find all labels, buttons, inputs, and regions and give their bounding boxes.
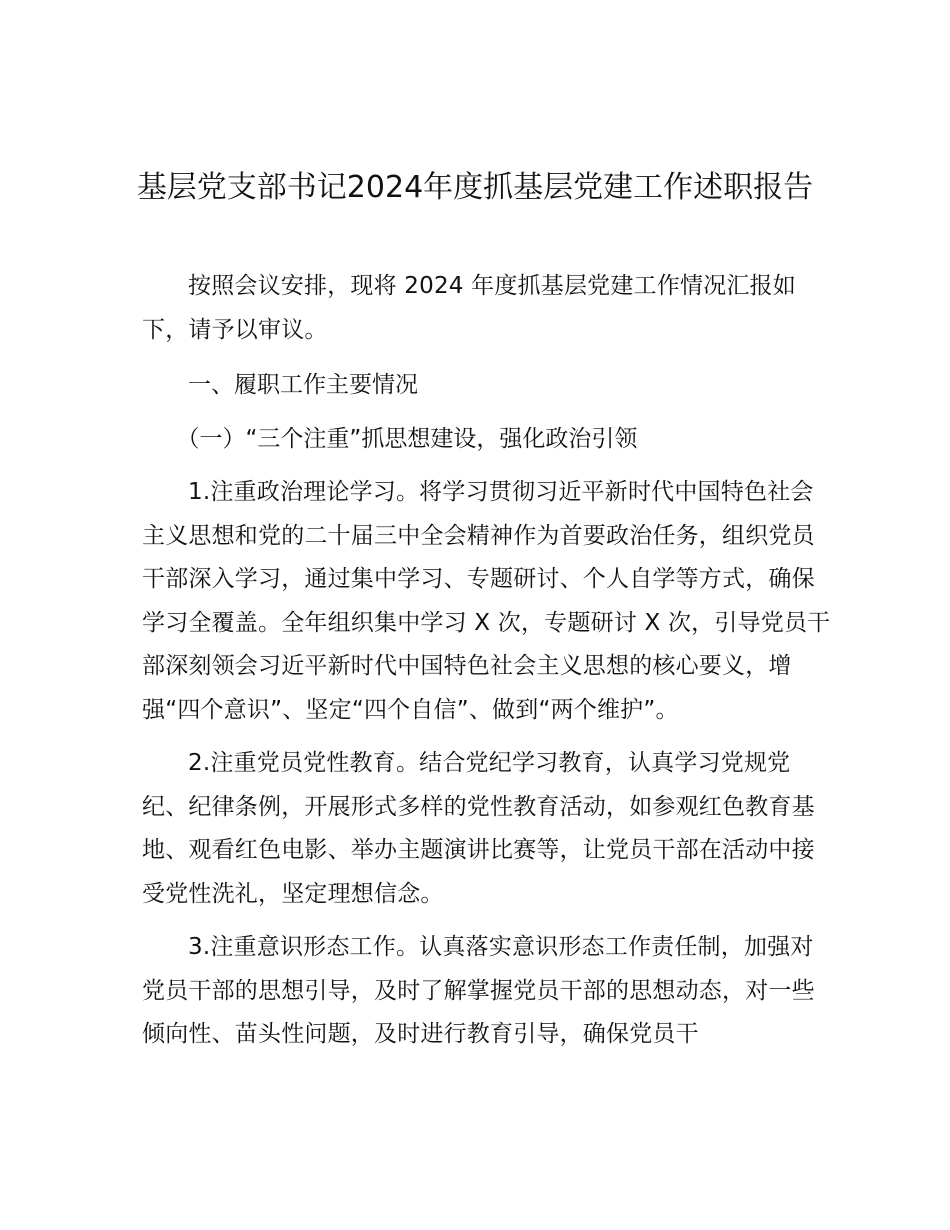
document-body <box>142 265 832 1057</box>
subsection-heading: （一）“三个注重”抓思想建设，强化政治引领 <box>176 425 638 452</box>
item-1-paragraph: 1.注重政治理论学习。将学习贯彻习近平新时代中国特色社会主义思想和党的二十届三中全会精神作为首要政治任务，组织党员干部深入学习，通过集中学习、专题研讨、个人自学等方式，确保学习全覆盖。全年组织集中学习 X 次，专题研讨 X 次，引导党员干部深刻领会习近平新时代中国特色社会主义思想的核心要义，增强“四个意识”、坚定“四个自信”、做到“两个维护”。 <box>142 479 831 723</box>
document-title: 基层党支部书记2024年度抓基层党建工作述职报告 <box>136 170 814 205</box>
intro-paragraph: 按照会议安排，现将 2024 年度抓基层党建工作情况汇报如下，请予以审议。 <box>142 273 796 343</box>
item-2-paragraph: 2.注重党员党性教育。结合党纪学习教育，认真学习党规党纪、纪律条例，开展形式多样的党性教育活动，如参观红色教育基地、观看红色电影、举办主题演讲比赛等，让党员干部在活动中接受党性洗礼，坚定理想信念。 <box>142 750 815 907</box>
item-3-paragraph: 3.注重意识形态工作。认真落实意识形态工作责任制，加强对党员干部的思想引导，及时了解掌握党员干部的思想动态，对一些倾向性、苗头性问题，及时进行教育引导，确保党员干 <box>142 934 815 1047</box>
section-heading: 一、履职工作主要情况 <box>188 372 418 398</box>
